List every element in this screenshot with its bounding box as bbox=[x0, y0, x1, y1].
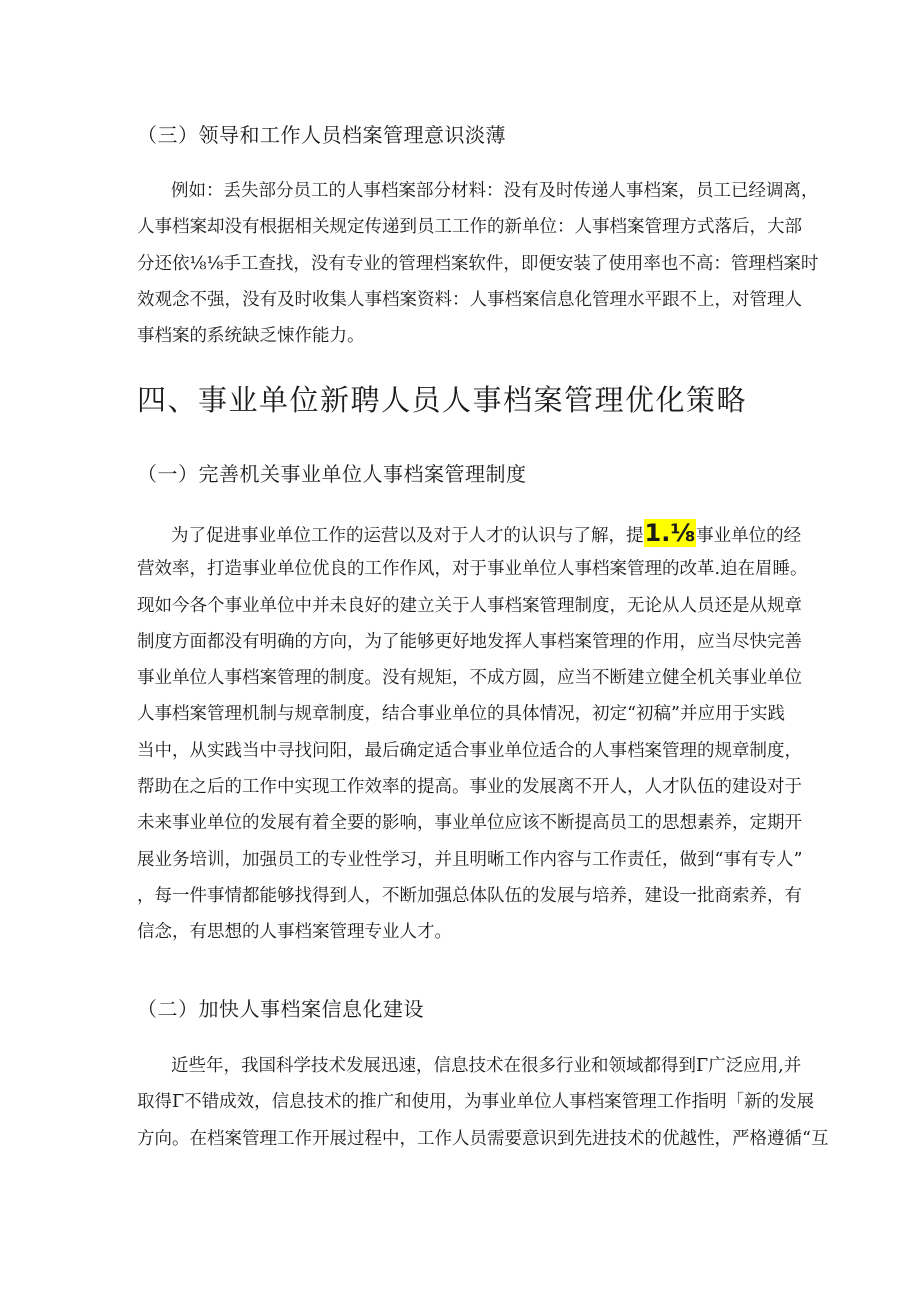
subsection-heading-1: （一）完善机关事业单位人事档案管理制度 bbox=[137, 462, 527, 486]
paragraph-line: 制度方面都没有明确的方向，为了能够更好地发挥人事档案管理的作用，应当尽快完善 bbox=[137, 631, 802, 652]
subsection-1-paragraph bbox=[137, 515, 808, 951]
paragraph-line: 方向。在档案管理工作开展过程中，工作人员需要意识到先进技术的优越性，严格遵循“互 bbox=[137, 1128, 829, 1149]
paragraph-line: 取得Γ不错成效，信息技术的推广和使用，为事业单位人事档案管理工作指明「新的发展 bbox=[137, 1092, 815, 1113]
paragraph-line: 信念，有思想的人事档案管理专业人才。 bbox=[137, 922, 452, 943]
section-heading-3: （三）领导和工作人员档案管理意识淡薄 bbox=[137, 123, 506, 147]
paragraph-line: 例如：丢失部分员工的人事档案部分材料：没有及时传递人事档案，员工已经调离， bbox=[171, 181, 819, 201]
paragraph-line: 现如今各个事业单位中并未良好的建立关于人事档案管理制度，无论从人员还是从规章 bbox=[137, 595, 802, 616]
paragraph-line: 事业单位人事档案管理的制度。没有规矩，不成方圆，应当不断建立健全机关事业单位 bbox=[137, 668, 802, 689]
paragraph-line: 近些年，我国科学技术发展迅速，信息技术在很多行业和领域都得到Γ广泛应用,并 bbox=[171, 1056, 802, 1076]
paragraph-line: 效观念不强，没有及时收集人事档案资料：人事档案信息化管理水平跟不上，对管理人 bbox=[137, 289, 802, 310]
paragraph-line: 分还依⅛⅛手工查找，没有专业的管理档案软件，即便安装了使用率也不高：管理档案时 bbox=[137, 253, 819, 274]
section-3-paragraph bbox=[137, 173, 819, 354]
paragraph-line: 展业务培训，加强员工的专业性学习，并且明晰工作内容与工作责任，做到“事有专人” bbox=[137, 849, 803, 870]
subsection-heading-2: （二）加快人事档案信息化建设 bbox=[137, 997, 424, 1021]
paragraph-line: 当中，从实践当中寻找问阳，最后确定适合事业单位适合的人事档案管理的规章制度， bbox=[137, 740, 802, 761]
highlighted-text: 1.⅛ bbox=[644, 519, 696, 547]
paragraph-line: 人事档案却没有根据相关规定传递到员工工作的新单位：人事档案管理方式落后，大部 bbox=[137, 217, 802, 238]
paragraph-line: 帮助在之后的工作中实现工作效率的提高。事业的发展离不开人，人才队伍的建设对于 bbox=[137, 777, 802, 798]
line-text: 事业单位的经 bbox=[696, 526, 802, 546]
paragraph-line: 事档案的系统缺乏悚作能力。 bbox=[137, 326, 365, 347]
chapter-heading-4: 四、事业单位新聘人员人事档案管理优化策略 bbox=[137, 383, 748, 417]
paragraph-line: 营效率，打造事业单位优良的工作作风，对于事业单位人事档案管理的改革.迫在眉睡。 bbox=[137, 559, 808, 580]
line-text: 为了促进事业单位工作的运营以及对于人才的认识与了解，提 bbox=[171, 526, 644, 546]
subsection-2-paragraph bbox=[137, 1048, 829, 1157]
paragraph-line bbox=[137, 515, 802, 551]
paragraph-line: ，每一件事情都能够找得到人，不断加强总体队伍的发展与培养，建设一批商索养，有 bbox=[137, 885, 802, 906]
paragraph-line: 未来事业单位的发展有着全要的影响，事业单位应该不断提高员工的思想素养，定期开 bbox=[137, 813, 802, 834]
paragraph-line: 人事档案管理机制与规章制度，结合事业单位的具体情况，初定“初稿”并应用于实践 bbox=[137, 704, 785, 725]
